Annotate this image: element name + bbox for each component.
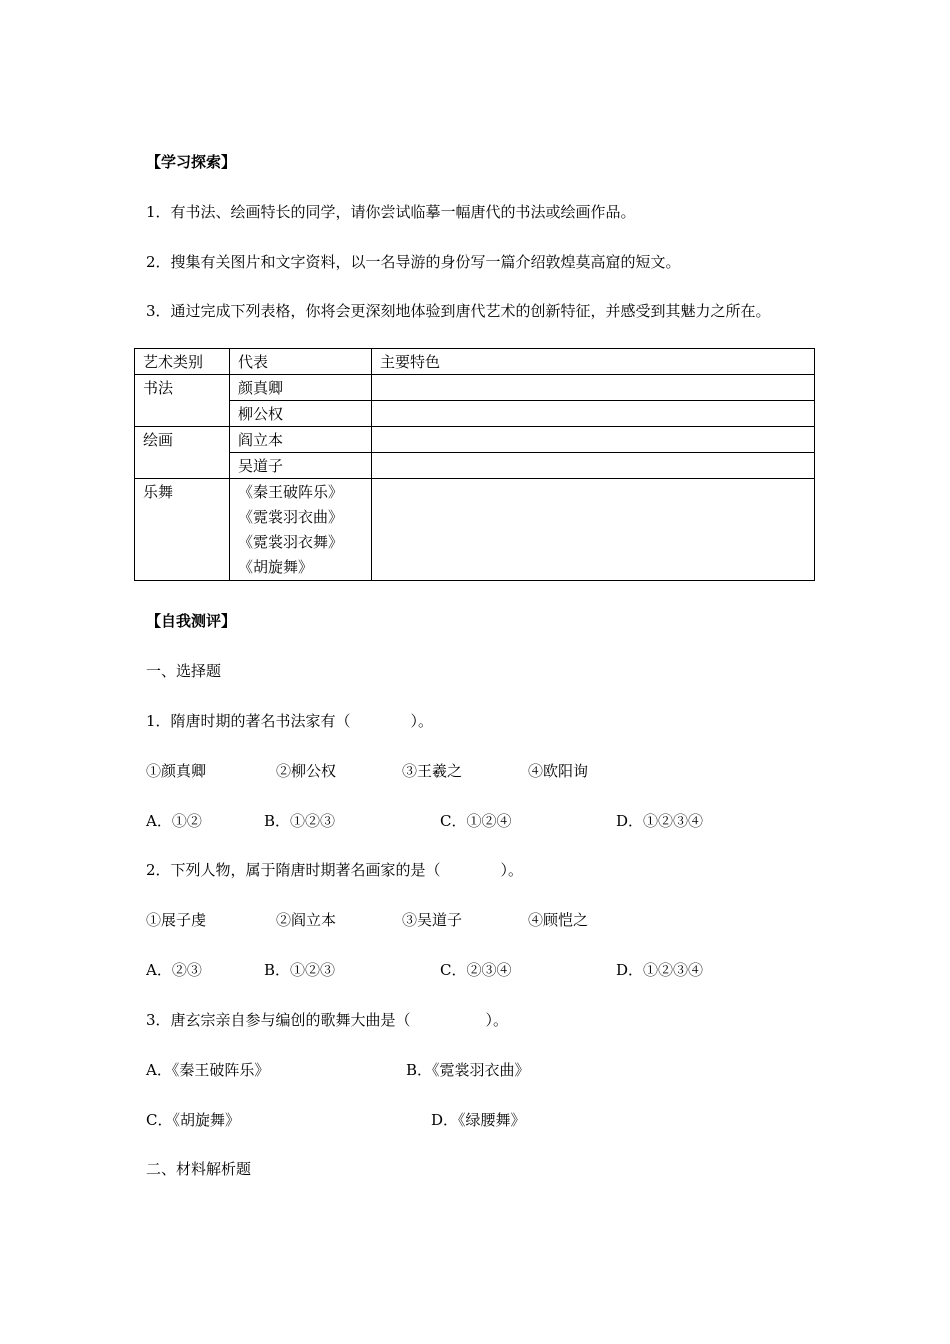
- table-cell-feature: [372, 427, 815, 453]
- answer-option: A．①②: [146, 812, 202, 830]
- table-cell-representative-list: [230, 479, 372, 581]
- question-item: ②柳公权: [276, 762, 337, 780]
- answer-option: C．①②④: [440, 812, 512, 830]
- part1-title: 一、选择题: [146, 662, 222, 680]
- table-header-representative: 代表: [230, 349, 372, 375]
- learning-explore-heading: 【学习探索】: [146, 153, 237, 171]
- question-item: ①颜真卿: [146, 762, 207, 780]
- answer-option: D．①②③④: [616, 812, 704, 830]
- table-cell-representative: 吴道子: [230, 453, 372, 479]
- question-1-stem: 1．隋唐时期的著名书法家有（ ）。: [146, 712, 434, 730]
- explore-item-3: 3．通过完成下列表格，你将会更深刻地体验到唐代艺术的创新特征，并感受到其魅力之所在。: [146, 302, 771, 320]
- table-cell-representative: 颜真卿: [230, 375, 372, 401]
- representative-item: 《霓裳羽衣舞》: [238, 533, 344, 551]
- table-cell-feature: [372, 479, 815, 581]
- answer-option: C．《胡旋舞》: [146, 1111, 240, 1129]
- table-header-feature: 主要特色: [372, 349, 815, 375]
- table-cell-representative: 阎立本: [230, 427, 372, 453]
- table-cell-feature: [372, 375, 815, 401]
- table-cell-category: 书法: [135, 375, 230, 427]
- answer-option: A．②③: [146, 961, 202, 979]
- part2-title: 二、材料解析题: [146, 1160, 252, 1178]
- answer-option: D．《绿腰舞》: [431, 1111, 526, 1129]
- answer-option: B．《霓裳羽衣曲》: [406, 1061, 530, 1079]
- question-item: ①展子虔: [146, 911, 207, 929]
- table-cell-category: 乐舞: [135, 479, 230, 581]
- answer-option: C．②③④: [440, 961, 512, 979]
- art-table: [134, 348, 815, 581]
- table-cell-feature: [372, 401, 815, 427]
- question-item: ③王羲之: [402, 762, 463, 780]
- table-cell-representative: 柳公权: [230, 401, 372, 427]
- representative-item: 《霓裳羽衣曲》: [238, 508, 344, 526]
- question-2-stem: 2．下列人物，属于隋唐时期著名画家的是（ ）。: [146, 861, 524, 879]
- answer-option: A．《秦王破阵乐》: [146, 1061, 270, 1079]
- question-3-stem: 3．唐玄宗亲自参与编创的歌舞大曲是（ ）。: [146, 1011, 509, 1029]
- question-item: ④欧阳询: [528, 762, 589, 780]
- self-test-heading: 【自我测评】: [146, 612, 237, 630]
- explore-item-2: 2．搜集有关图片和文字资料，以一名导游的身份写一篇介绍敦煌莫高窟的短文。: [146, 253, 681, 271]
- answer-option: B．①②③: [264, 961, 336, 979]
- question-item: ④顾恺之: [528, 911, 589, 929]
- table-cell-feature: [372, 453, 815, 479]
- explore-item-1: 1．有书法、绘画特长的同学，请你尝试临摹一幅唐代的书法或绘画作品。: [146, 203, 636, 221]
- table-cell-category: 绘画: [135, 427, 230, 479]
- question-item: ③吴道子: [402, 911, 463, 929]
- answer-option: B．①②③: [264, 812, 336, 830]
- representative-item: 《秦王破阵乐》: [238, 483, 344, 501]
- table-header-category: 艺术类别: [135, 349, 230, 375]
- representative-item: 《胡旋舞》: [238, 558, 314, 576]
- answer-option: D．①②③④: [616, 961, 704, 979]
- question-item: ②阎立本: [276, 911, 337, 929]
